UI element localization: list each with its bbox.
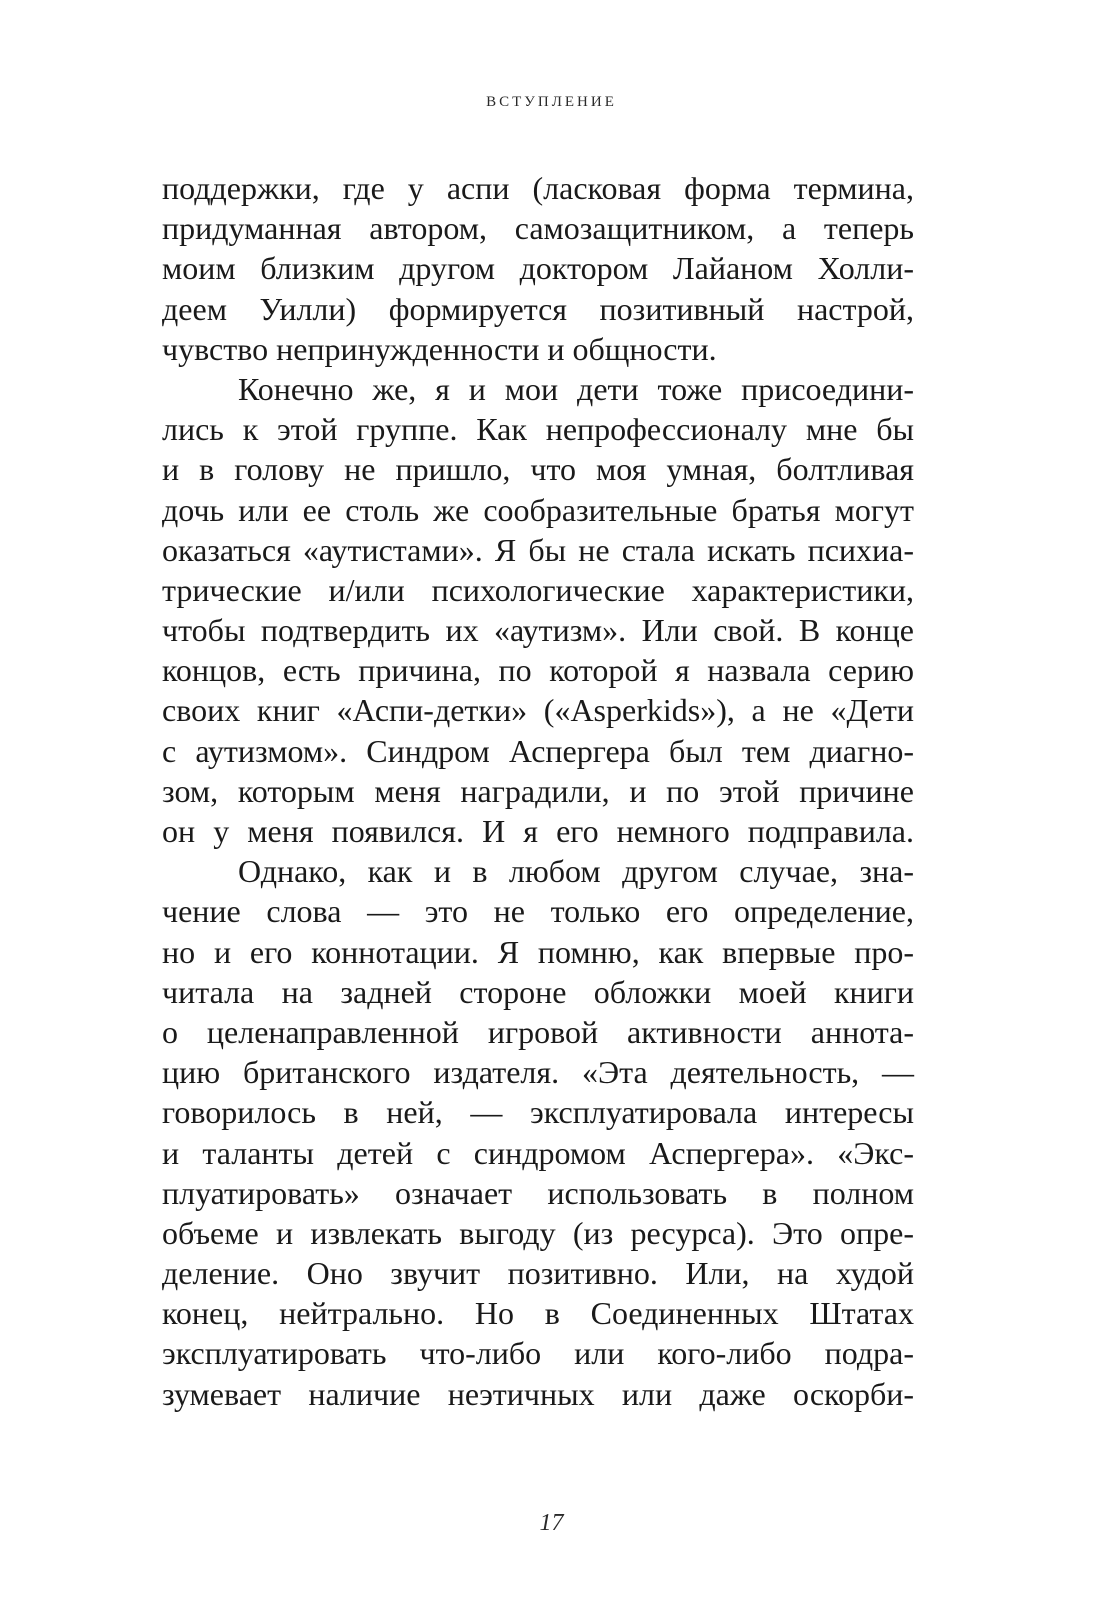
body-text	[162, 168, 914, 1414]
text-line: чтобы подтвердить их «аутизм». Или свой. В конце	[162, 612, 914, 649]
text-line: чение слова — это не только его определение,	[162, 893, 914, 930]
text-line: он у меня появился. И я его немного подправила.	[162, 813, 914, 849]
text-line: лись к этой группе. Как непрофессионалу мне бы	[162, 411, 914, 448]
text-line: читала на задней стороне обложки моей книги	[162, 973, 914, 1010]
text-line: Однако, как и в любом другом случае, зна-	[238, 853, 914, 890]
text-line: Конечно же, я и мои дети тоже присоедини-	[238, 370, 914, 407]
text-line: о целенаправленной игровой активности аннота-	[162, 1013, 914, 1050]
text-line: придуманная автором, самозащитником, а теперь	[162, 210, 914, 247]
text-line: с аутизмом». Синдром Аспергера был тем диагно-	[162, 732, 914, 769]
text-line: концов, есть причина, по которой я назвала серию	[162, 652, 914, 689]
text-line: зом, которым меня наградили, и по этой причине	[162, 772, 914, 809]
text-line: зумевает наличие неэтичных или даже оскорби-	[162, 1375, 914, 1412]
text-line: оказаться «аутистами». Я бы не стала искать психиа-	[162, 531, 914, 568]
running-head: ВСТУПЛЕНИЕ	[486, 94, 617, 110]
page-number: 17	[539, 1510, 564, 1536]
text-line: своих книг «Аспи-детки» («Asperkids»), а не «Дети	[162, 692, 914, 729]
text-line: и таланты детей с синдромом Аспергера». «Экс-	[162, 1134, 914, 1171]
text-line: моим близким другом доктором Лайаном Холли-	[162, 250, 914, 287]
text-line: говорилось в ней, — эксплуатировала интересы	[162, 1094, 914, 1131]
text-line: объеме и извлекать выгоду (из ресурса). Это опре-	[162, 1214, 914, 1251]
text-line: поддержки, где у аспи (ласковая форма термина,	[162, 170, 914, 206]
text-line: цию британского издателя. «Эта деятельность, —	[162, 1054, 914, 1091]
text-line: но и его коннотации. Я помню, как впервые про-	[162, 933, 914, 970]
text-line: дочь или ее столь же сообразительные братья могут	[162, 491, 914, 528]
text-line: трические и/или психологические характеристики,	[162, 571, 914, 608]
text-line: и в голову не пришло, что моя умная, болтливая	[162, 451, 914, 488]
text-line: деление. Оно звучит позитивно. Или, на худой	[162, 1255, 914, 1292]
text-line: чувство непринужденности и общности.	[162, 330, 717, 367]
text-line: эксплуатировать что-либо или кого-либо подра-	[162, 1335, 914, 1372]
text-line: деем Уилли) формируется позитивный настрой,	[162, 290, 914, 327]
text-line: конец, нейтрально. Но в Соединенных Штатах	[162, 1295, 914, 1332]
text-line: плуатировать» означает использовать в полном	[162, 1174, 914, 1211]
